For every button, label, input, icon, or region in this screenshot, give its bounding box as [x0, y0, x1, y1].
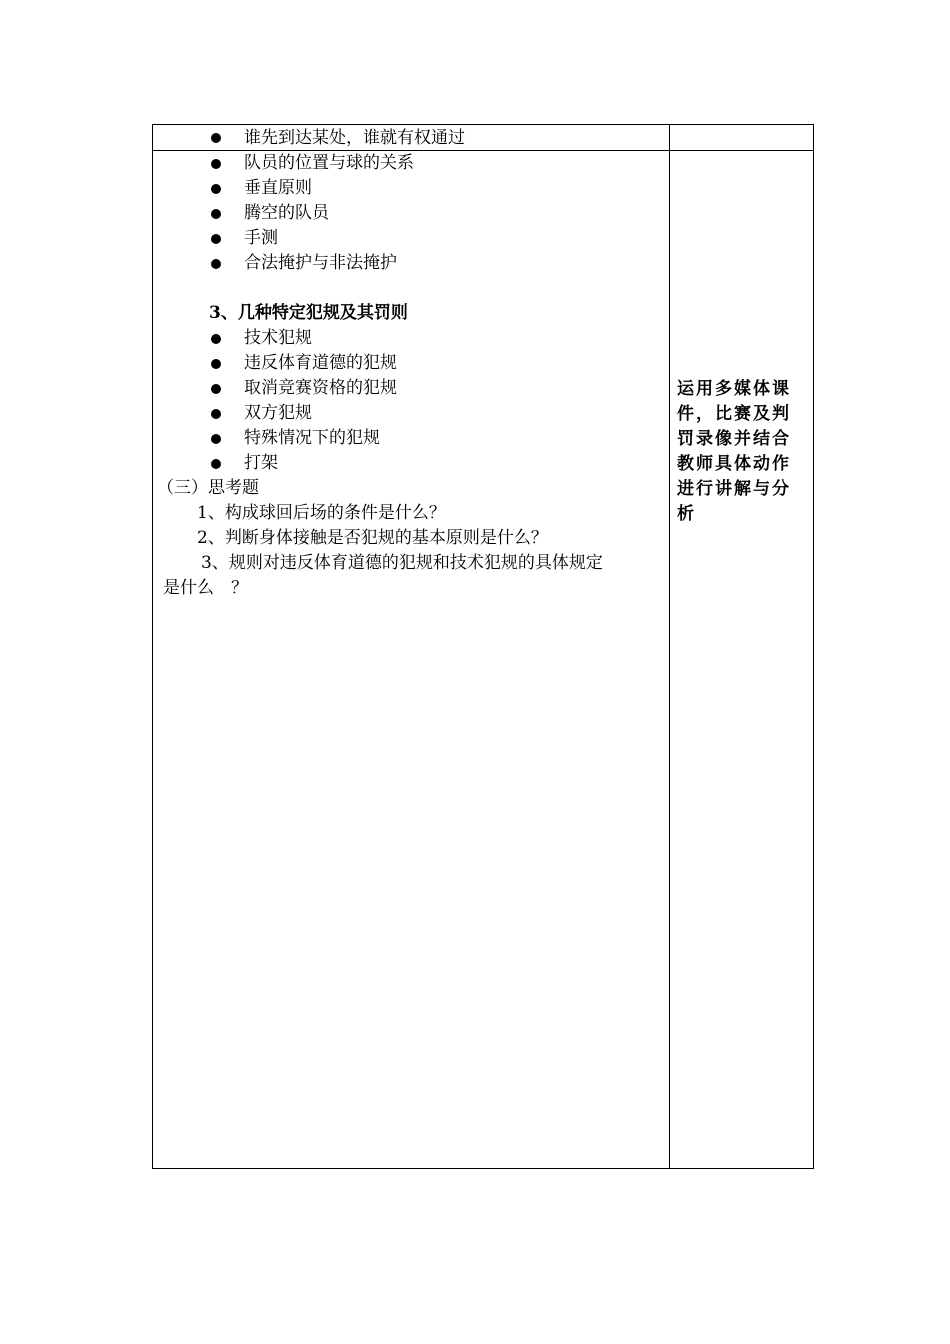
- column-divider: [669, 125, 670, 150]
- bullet-icon: [211, 209, 221, 219]
- bullet-icon: [211, 359, 221, 369]
- table-row-main: [153, 151, 813, 1168]
- list-item: 取消竞赛资格的犯规: [244, 378, 397, 398]
- questions-heading: （三）思考题: [157, 478, 259, 498]
- list-item: 腾空的队员: [244, 203, 329, 223]
- list-item: 特殊情况下的犯规: [244, 428, 380, 448]
- column-divider: [669, 151, 670, 1168]
- question-3-line-1: 3、规则对违反体育道德的犯规和技术犯规的具体规定: [201, 553, 603, 573]
- teaching-method-note: 运用多媒体课件，比赛及判罚录像并结合教师具体动作进行讲解与分析: [677, 379, 791, 524]
- bullet-icon: [211, 334, 221, 344]
- question-2: 2、判断身体接触是否犯规的基本原则是什么？: [197, 528, 548, 548]
- list-item: 双方犯规: [244, 403, 312, 423]
- bullet-icon: [211, 259, 221, 269]
- bullet-icon: [211, 159, 221, 169]
- bullet-icon: [211, 184, 221, 194]
- lesson-plan-table: [152, 124, 814, 1169]
- list-item: 垂直原则: [244, 178, 312, 198]
- bullet-icon: [211, 234, 221, 244]
- list-item: 打架: [244, 453, 278, 473]
- bullet-item-text: 谁先到达某处，谁就有权通过: [244, 128, 465, 148]
- question-3-line-2: 是什么 ？: [163, 578, 248, 598]
- list-item: 队员的位置与球的关系: [244, 153, 414, 173]
- bullet-icon: [211, 434, 221, 444]
- section-heading: 3、几种特定犯规及其罚则: [209, 303, 408, 323]
- question-1: 1、构成球回后场的条件是什么？: [197, 503, 446, 523]
- list-item: 合法掩护与非法掩护: [244, 253, 397, 273]
- table-row-top: [153, 125, 813, 151]
- bullet-icon: [211, 133, 221, 143]
- list-item: 技术犯规: [244, 328, 312, 348]
- bullet-icon: [211, 459, 221, 469]
- list-item: 违反体育道德的犯规: [244, 353, 397, 373]
- bullet-icon: [211, 409, 221, 419]
- list-item: 手测: [244, 228, 278, 248]
- bullet-icon: [211, 384, 221, 394]
